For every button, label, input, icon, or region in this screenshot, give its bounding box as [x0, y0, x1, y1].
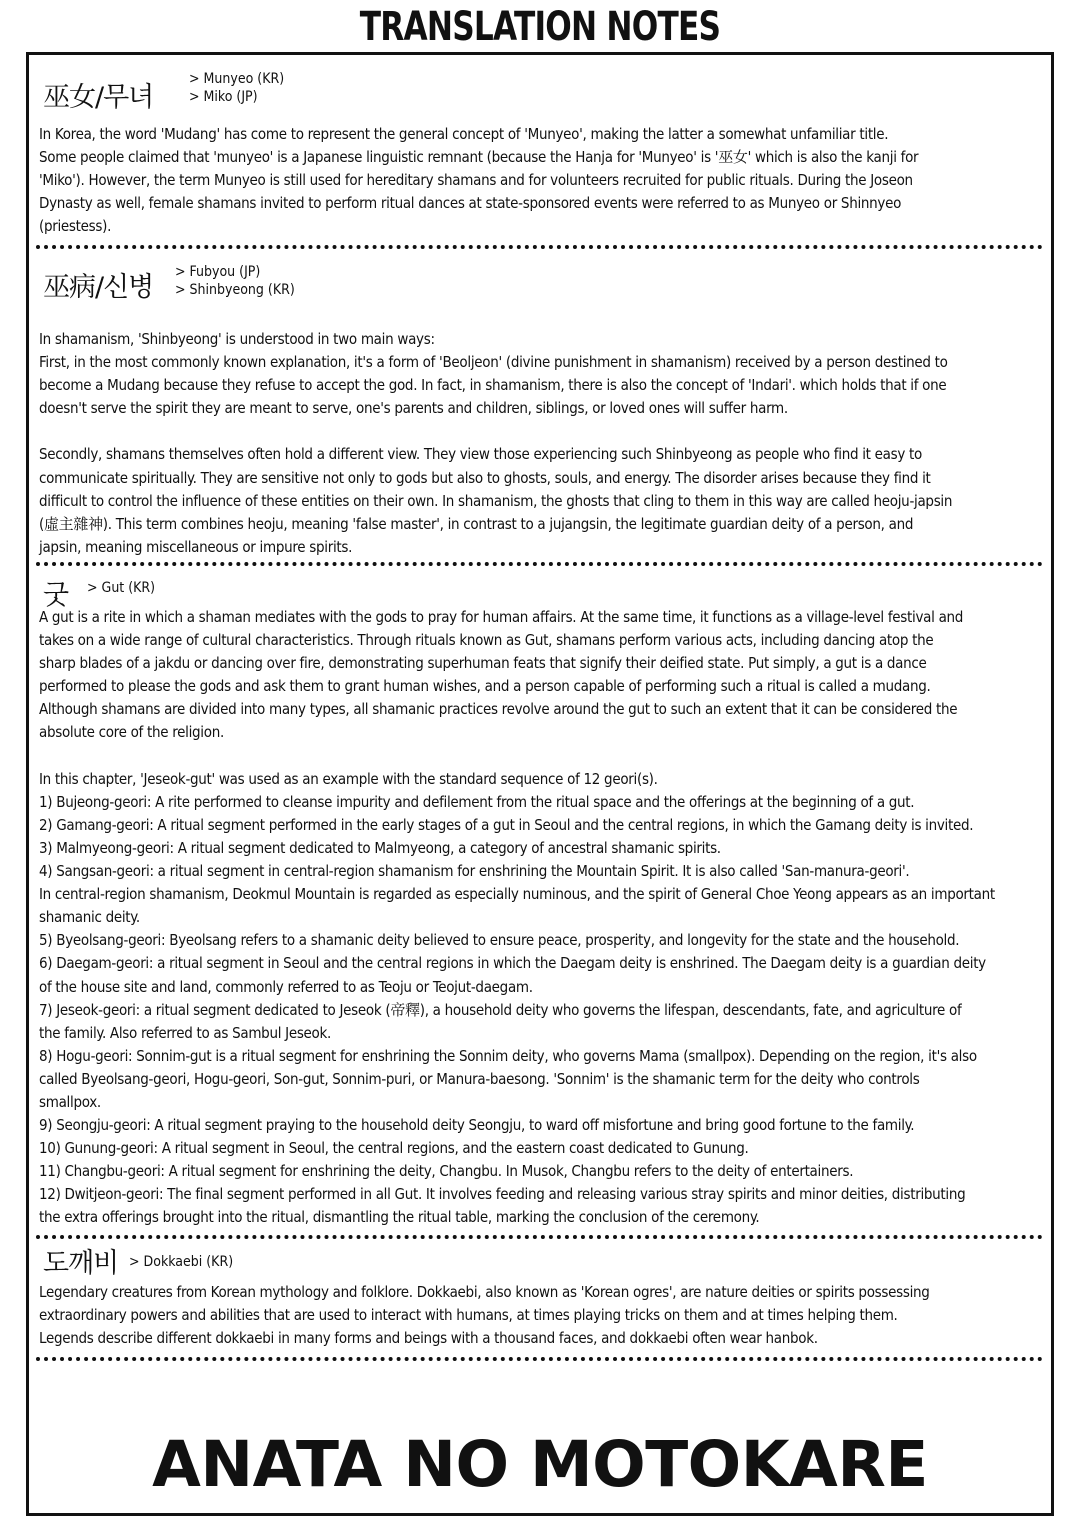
text-line: First, in the most commonly known explanation, it's a form of 'Beoljeon' (divine punishment in shamanism) received by a person destined to: [39, 353, 948, 372]
reading-line: > Dokkaebi (KR): [129, 1254, 234, 1270]
term-munyeo: 巫女/무녀: [43, 82, 154, 113]
notes-frame: [26, 52, 1054, 1516]
text-line: 1) Bujeong-geori: A rite performed to cleanse impurity and defilement from the ritual space and the offerings at the beginning of a gut.: [39, 792, 915, 811]
text-line: become a Mudang because they refuse to accept the god. In fact, in shamanism, there is also the concept of 'Indari'. which holds that if one: [39, 376, 947, 395]
text-line: Although shamans are divided into many types, all shamanic practices revolve around the gut to such an extent that it can be considered the: [39, 700, 958, 719]
text-line: 'Miko'). However, the term Munyeo is still used for hereditary shamans and for volunteers recruited for public rituals. During the Joseon: [39, 171, 913, 190]
dotted-divider: [36, 562, 1043, 566]
text-line: doesn't serve the spirit they are meant to serve, one's parents and children, siblings, or loved ones will suffer harm.: [39, 399, 788, 418]
text-line: Legendary creatures from Korean mythology and folklore. Dokkaebi, also known as 'Korean ogres', are nature deities or spirits possessing: [39, 1283, 930, 1301]
text-line: [39, 420, 1039, 443]
text-line: (虛主雜神). This term combines heoju, meaning 'false master', in contrast to a jujangsin, the legitimate guardian deity of a person, and: [39, 514, 914, 533]
text-line: [39, 745, 1039, 768]
term-dokkaebi: 도깨비: [43, 1248, 119, 1279]
text-line: 9) Seongju-geori: A ritual segment praying to the household deity Seongju, to ward off misfortune and bring good fortune to the family.: [39, 1116, 915, 1135]
text-line: Legends describe different dokkaebi in many forms and beings with a thousand faces, and dokkaebi often wear hanbok.: [39, 1329, 818, 1348]
text-line: sharp blades of a jakdu or dancing over fire, demonstrating superhuman feats that signify their deified state. Put simply, a gut is a dance: [39, 654, 927, 673]
reading-line: > Gut (KR): [87, 580, 156, 596]
section-body-dokkaebi: [39, 1281, 1039, 1350]
section-body-munyeo: [39, 123, 1039, 238]
readings-shinbyeong: [175, 263, 295, 299]
readings-munyeo: [189, 70, 284, 106]
text-line: Secondly, shamans themselves often hold a different view. They view those experiencing such Shinbyeong as people who find it easy to: [39, 445, 922, 464]
text-line: In Korea, the word 'Mudang' has come to represent the general concept of 'Munyeo', making the latter a somewhat unfamiliar title.: [39, 125, 889, 143]
section-body-gut: [39, 606, 1039, 1230]
series-title: ANATA NO MOTOKARE: [152, 1428, 928, 1501]
text-line: performed to please the gods and ask them to grant human wishes, and a person capable of performing such a ritual is called a mudang.: [39, 677, 931, 696]
text-line: In this chapter, 'Jeseok-gut' was used as an example with the standard sequence of 12 geori(s).: [39, 769, 658, 788]
text-line: 2) Gamang-geori: A ritual segment performed in the early stages of a gut in Seoul and the central regions, in which the Gamang deity is invited.: [39, 815, 974, 834]
text-line: smallpox.: [39, 1092, 101, 1111]
text-line: shamanic deity.: [39, 908, 140, 927]
page-title: TRANSLATION NOTES: [359, 4, 721, 50]
reading-line: > Fubyou (JP): [175, 264, 261, 280]
dotted-divider: [36, 1235, 1043, 1239]
text-line: called Byeolsang-geori, Hogu-geori, Son-gut, Sonnim-puri, or Manura-baesong. 'Sonnim' is the shamanic term for the deity who controls: [39, 1069, 920, 1088]
text-line: extraordinary powers and abilities that are used to interact with humans, at times playing tricks on them and at times helping them.: [39, 1306, 898, 1325]
text-line: takes on a wide range of cultural characteristics. Through rituals known as Gut, shamans perform various acts, including dancing atop the: [39, 631, 934, 650]
text-line: 10) Gunung-geori: A ritual segment in Seoul, the central regions, and the eastern coast dedicated to Gunung.: [39, 1139, 749, 1158]
term-gut: 굿: [43, 580, 69, 611]
dotted-divider: [36, 1357, 1043, 1361]
readings-gut: [87, 579, 155, 597]
text-line: the family. Also referred to as Sambul Jeseok.: [39, 1023, 332, 1042]
text-line: communicate spiritually. They are sensitive not only to gods but also to ghosts, souls, and energy. The disorder arises because they find it: [39, 468, 931, 487]
text-line: 3) Malmyeong-geori: A ritual segment dedicated to Malmyeong, a category of ancestral shamanic spirits.: [39, 838, 721, 857]
text-line: In shamanism, 'Shinbyeong' is understood in two main ways:: [39, 330, 435, 348]
text-line: the extra offerings brought into the ritual, dismantling the ritual table, marking the conclusion of the ceremony.: [39, 1208, 760, 1227]
readings-dokkaebi: [129, 1253, 233, 1271]
reading-line: > Munyeo (KR): [189, 71, 285, 87]
text-line: 12) Dwitjeon-geori: The final segment performed in all Gut. It involves feeding and releasing various stray spirits and minor deities, distributing: [39, 1185, 966, 1204]
text-line: Some people claimed that 'munyeo' is a Japanese linguistic remnant (because the Hanja for 'Munyeo' is '巫女' which is also the kanji for: [39, 148, 919, 167]
text-line: 4) Sangsan-geori: a ritual segment in central-region shamanism for enshrining the Mountain Spirit. It is also called 'San-manura-geori'.: [39, 862, 910, 881]
reading-line: > Shinbyeong (KR): [175, 282, 295, 298]
dotted-divider: [36, 245, 1043, 249]
text-line: A gut is a rite in which a shaman mediates with the gods to pray for human affairs. At the same time, it functions as a village-level festival and: [39, 608, 964, 626]
text-line: absolute core of the religion.: [39, 723, 224, 742]
term-shinbyeong: 巫病/신병: [43, 272, 154, 303]
text-line: 5) Byeolsang-geori: Byeolsang refers to a shamanic deity believed to ensure peace, prosperity, and longevity for the state and the household.: [39, 931, 960, 950]
text-line: 11) Changbu-geori: A ritual segment for enshrining the deity, Changbu. In Musok, Changbu refers to the deity of entertainers.: [39, 1162, 854, 1181]
text-line: Dynasty as well, female shamans invited to perform ritual dances at state-sponsored events were referred to as Munyeo or Shinnyeo: [39, 194, 902, 213]
text-line: 8) Hogu-geori: Sonnim-gut is a ritual segment for enshrining the Sonnim deity, who governs Mama (smallpox). Depending on the region, it's also: [39, 1046, 977, 1065]
text-line: of the house site and land, commonly referred to as Teoju or Teojut-daegam.: [39, 977, 533, 996]
text-line: 6) Daegam-geori: a ritual segment in Seoul and the central regions in which the Daegam deity is enshrined. The Daegam deity is a guardian deity: [39, 954, 986, 973]
section-body-shinbyeong: [39, 328, 1039, 559]
text-line: (priestess).: [39, 217, 112, 236]
text-line: In central-region shamanism, Deokmul Mountain is regarded as especially numinous, and the spirit of General Choe Yeong appears as an important: [39, 885, 995, 904]
text-line: difficult to control the influence of these entities on their own. In shamanism, the ghosts that cling to them in this way are called heoju-japsin: [39, 491, 953, 510]
text-line: 7) Jeseok-geori: a ritual segment dedicated to Jeseok (帝釋), a household deity who governs the lifespan, descendants, fate, and agriculture of: [39, 1000, 962, 1019]
text-line: japsin, meaning miscellaneous or impure spirits.: [39, 537, 353, 556]
reading-line: > Miko (JP): [189, 89, 258, 105]
